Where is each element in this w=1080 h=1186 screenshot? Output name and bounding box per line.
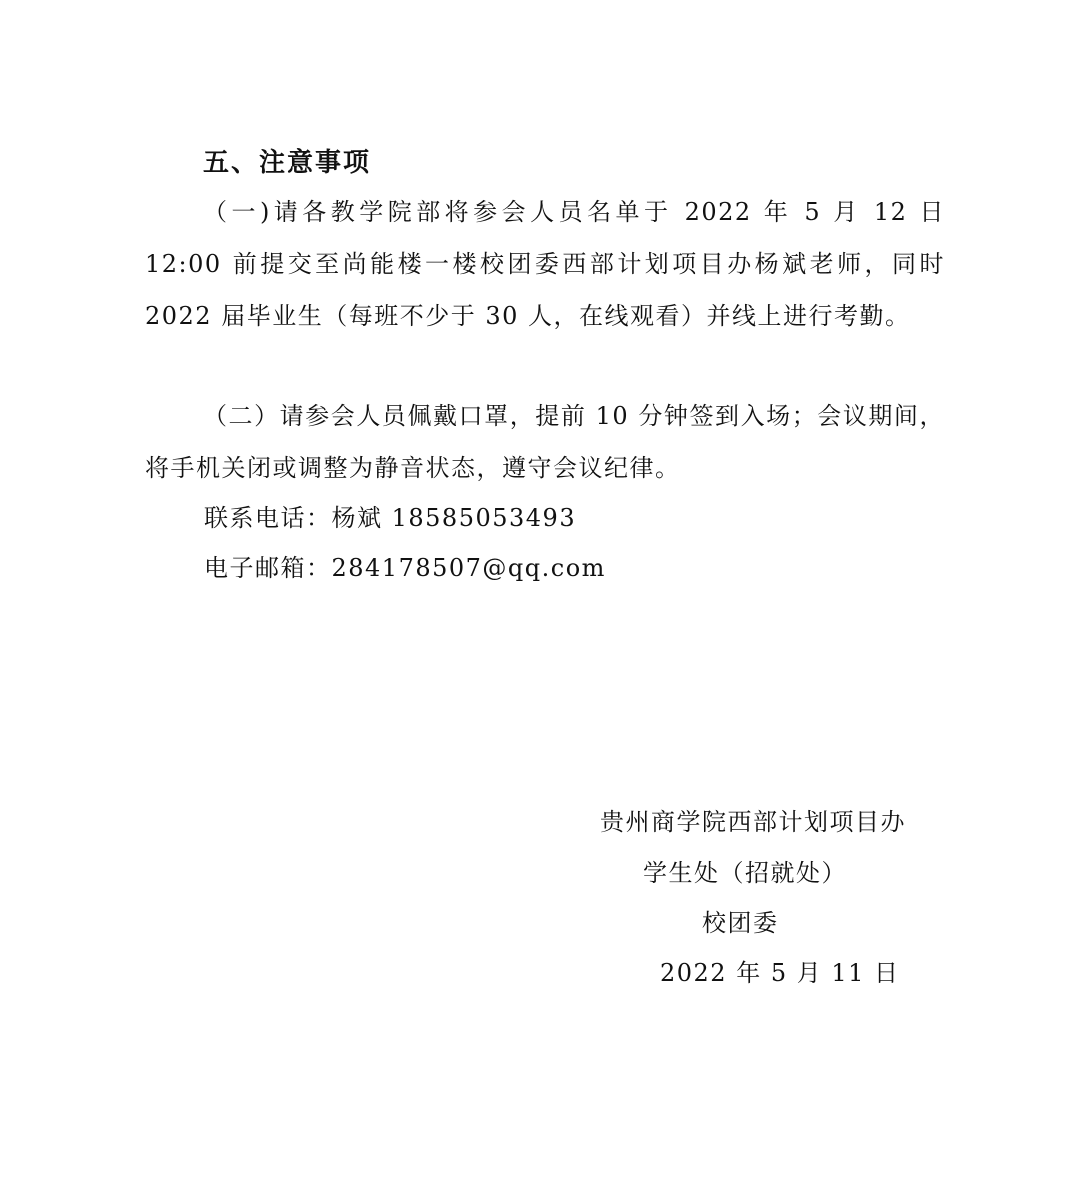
section-heading: 五、注意事项 xyxy=(203,148,372,178)
signature-org-western-plan-office: 贵州商学院西部计划项目办 xyxy=(600,808,906,836)
notice-item-1: （一)请各教学院部将参会人员名单于 2022 年 5 月 12 日 12:00 前提交至尚能楼一楼校团委西部计划项目办杨斌老师，同时 2022 届毕业生（每班不少于 30 人，在线观看）并线上进行考勤。 xyxy=(145,198,945,330)
signature-org-youth-league: 校团委 xyxy=(702,909,779,937)
contact-phone: 联系电话：杨斌 18585053493 xyxy=(204,504,577,532)
signature-org-student-affairs: 学生处（招就处） xyxy=(643,859,847,887)
notice-item-2: （二）请参会人员佩戴口罩，提前 10 分钟签到入场；会议期间，将手机关闭或调整为静音状态，遵守会议纪律。 xyxy=(145,402,945,482)
signature-date: 2022 年 5 月 11 日 xyxy=(660,959,900,987)
contact-email: 电子邮箱：284178507@qq.com xyxy=(204,554,606,582)
